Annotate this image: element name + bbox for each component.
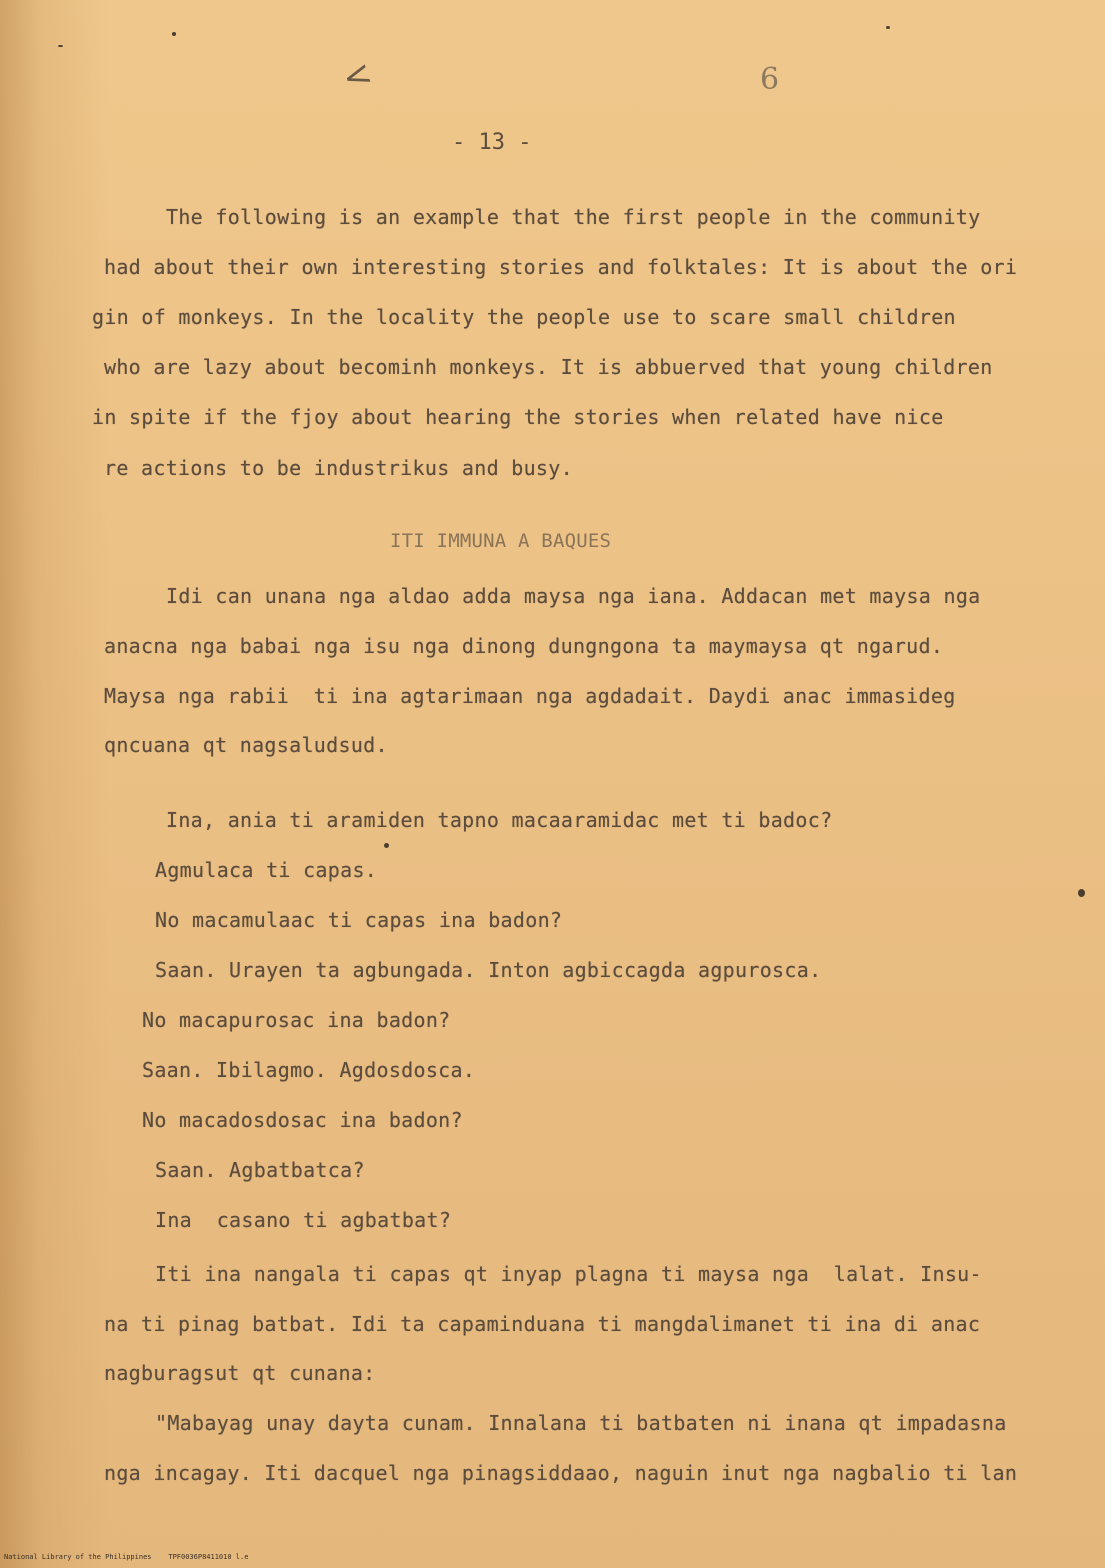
ink-speck (384, 843, 389, 848)
paragraph1-line-5: in spite if the fjoy about hearing the stories when related have nice (92, 405, 944, 429)
paragraph4-line-2: nga incagay. Iti dacquel nga pinagsiddaao, naguin inut nga nagbalio ti lan (104, 1461, 1018, 1485)
dialogue-line-8: Saan. Agbatbatca? (155, 1158, 365, 1182)
dialogue-line-6: Saan. Ibilagmo. Agdosdosca. (142, 1058, 476, 1082)
pencil-mark-left: < (337, 52, 377, 100)
page-number: - 13 - (452, 130, 532, 155)
dialogue-line-1: Ina, ania ti aramiden tapno macaaramidac met ti badoc? (166, 808, 833, 832)
dialogue-line-5: No macapurosac ina badon? (142, 1008, 451, 1032)
paragraph3-line-1: Iti ina nangala ti capas qt inyap plagna ti maysa nga lalat. Insu- (155, 1262, 982, 1286)
paragraph1-line-2: had about their own interesting stories and folktales: It is about the ori (104, 255, 1018, 279)
paragraph4-line-1: "Mabayag unay dayta cunam. Innalana ti batbaten ni inana qt impadasna (155, 1411, 1007, 1435)
paragraph1-line-4: who are lazy about becominh monkeys. It is abbuerved that young children (104, 355, 993, 379)
story-title: ITI IMMUNA A BAQUES (390, 530, 612, 552)
paragraph3-line-2: na ti pinag batbat. Idi ta capaminduana ti mangdalimanet ti ina di anac (104, 1312, 981, 1336)
paragraph1-line-1: The following is an example that the first people in the community (166, 205, 981, 229)
ink-speck (1078, 889, 1085, 897)
ink-speck (58, 45, 63, 47)
dialogue-line-2: Agmulaca ti capas. (155, 858, 378, 882)
dialogue-line-4: Saan. Urayen ta agbungada. Inton agbiccagda agpurosca. (155, 958, 822, 982)
dialogue-line-9: Ina casano ti agbatbat? (155, 1208, 452, 1232)
pencil-mark-right: 6 (760, 62, 780, 97)
dialogue-line-7: No macadosdosac ina badon? (142, 1108, 463, 1132)
library-footer: National Library of the Philippines TPF0036P8411010 l.e (4, 1553, 249, 1561)
paragraph1-line-6: re actions to be industrikus and busy. (104, 456, 573, 480)
paragraph2-line-3: Maysa nga rabii ti ina agtarimaan nga agdadait. Daydi anac immasideg (104, 684, 956, 708)
dialogue-line-3: No macamulaac ti capas ina badon? (155, 908, 563, 932)
paragraph3-line-3: nagburagsut qt cunana: (104, 1361, 376, 1385)
ink-speck (886, 26, 890, 29)
paragraph2-line-4: qncuana qt nagsaludsud. (104, 733, 388, 757)
paragraph1-line-3: gin of monkeys. In the locality the people use to scare small children (92, 305, 956, 329)
paragraph2-line-2: anacna nga babai nga isu nga dinong dungngona ta maymaysa qt ngarud. (104, 634, 944, 658)
ink-speck (172, 32, 176, 36)
paragraph2-line-1: Idi can unana nga aldao adda maysa nga iana. Addacan met maysa nga (166, 584, 981, 608)
